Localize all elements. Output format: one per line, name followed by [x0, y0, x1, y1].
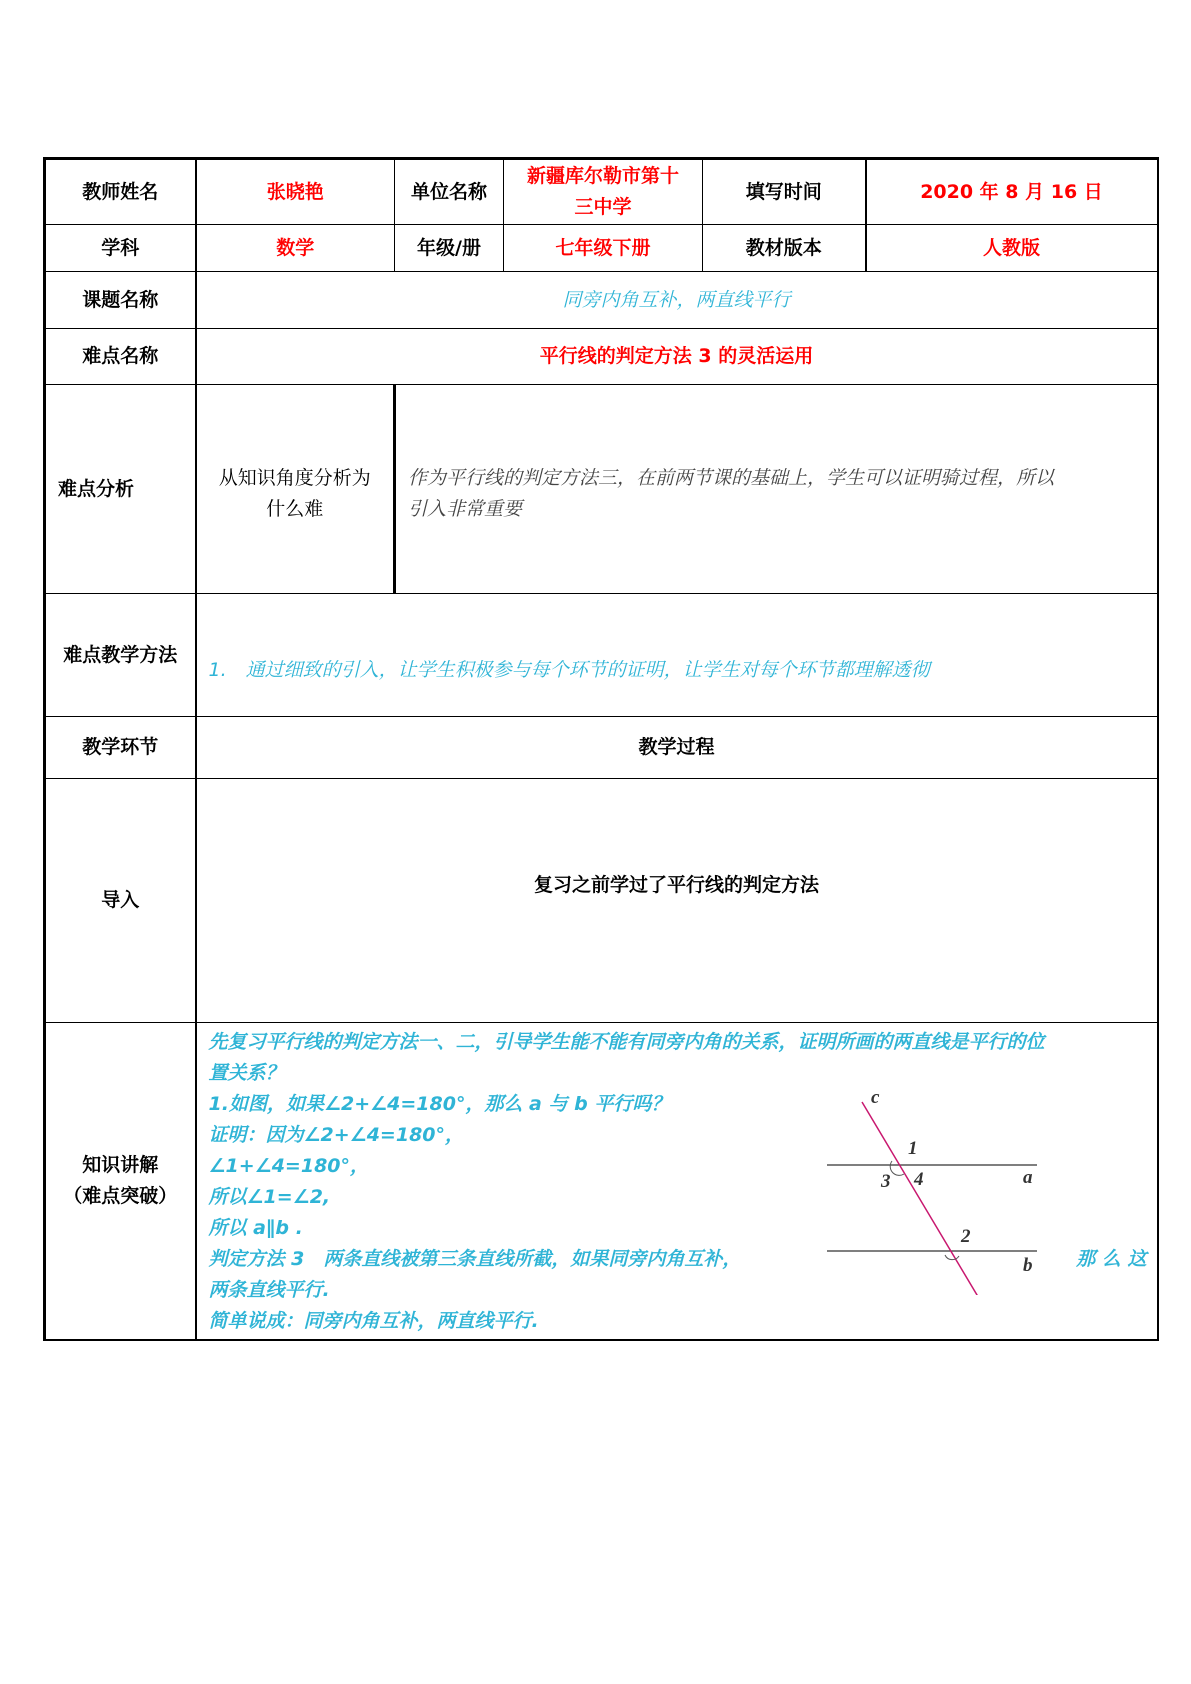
parallel-lines-figure: [825, 1075, 1085, 1295]
analysis-content: [395, 385, 1158, 594]
label-2: 2: [960, 1226, 970, 1247]
teacher-label: 教师姓名: [45, 159, 196, 225]
knowledge-line-7: 所以 a∥b .: [208, 1217, 303, 1239]
process-stage-label: 教学环节: [45, 717, 196, 779]
topic-row: [45, 272, 1158, 329]
analysis-row: [45, 385, 1158, 594]
label-b: b: [1022, 1255, 1032, 1276]
method-row: [45, 594, 1158, 717]
label-3: 3: [880, 1171, 890, 1192]
knowledge-line-1: 先复习平行线的判定方法一、二，引导学生能不能有同旁内角的关系，证明所画的两直线是平行的位: [208, 1031, 1045, 1053]
header-row-2: [45, 225, 1158, 272]
label-1: 1: [907, 1138, 917, 1159]
knowledge-line-10: 简单说成：同旁内角互补，两直线平行.: [208, 1310, 539, 1332]
method-label: 难点教学方法: [45, 594, 196, 717]
header-row-1: [45, 159, 1158, 225]
process-header-row: [45, 717, 1158, 779]
edition-value: 人教版: [866, 225, 1158, 272]
grade-label: 年级/册: [395, 225, 504, 272]
knowledge-row: [45, 1023, 1158, 1341]
unit-value: [504, 159, 703, 225]
intro-content: 复习之前学过了平行线的判定方法: [196, 779, 1158, 1023]
edition-label: 教材版本: [703, 225, 866, 272]
difficulty-label: 难点名称: [45, 329, 196, 385]
knowledge-label-line2: （难点突破）: [63, 1185, 178, 1207]
angle-2-arc: [945, 1255, 959, 1260]
analysis-sublabel: [196, 385, 395, 594]
intro-row: [45, 779, 1158, 1023]
intro-label: 导入: [45, 779, 196, 1023]
subject-label: 学科: [45, 225, 196, 272]
knowledge-label-line1: 知识讲解: [82, 1154, 159, 1176]
process-title: 教学过程: [196, 717, 1158, 779]
analysis-content-line1: 作为平行线的判定方法三，在前两节课的基础上，学生可以证明骑过程，所以: [408, 467, 1055, 489]
knowledge-line-9: 两条直线平行.: [208, 1279, 330, 1301]
analysis-content-line2: 引入非常重要: [408, 498, 523, 520]
analysis-label: 难点分析: [45, 385, 196, 594]
analysis-sublabel-line2: 什么难: [266, 498, 324, 520]
knowledge-content: [196, 1023, 1158, 1341]
unit-label: 单位名称: [395, 159, 504, 225]
knowledge-line-3: 1.如图，如果∠2+∠4=180°，那么 a 与 b 平行吗？: [208, 1093, 671, 1115]
teacher-value: 张晓艳: [196, 159, 395, 225]
date-value: 2020 年 8 月 16 日: [866, 159, 1158, 225]
knowledge-line-8-right: 那 么 这: [1076, 1248, 1147, 1270]
difficulty-row: [45, 329, 1158, 385]
transversal-c: [862, 1102, 980, 1295]
grade-value: 七年级下册: [504, 225, 703, 272]
date-label: 填写时间: [703, 159, 866, 225]
knowledge-line-8-left: 判定方法 3 两条直线被第三条直线所截，如果同旁内角互补，: [208, 1248, 742, 1270]
knowledge-line-5: ∠1+∠4=180°，: [208, 1155, 370, 1177]
knowledge-line-2: 置关系？: [208, 1062, 285, 1084]
topic-value: 同旁内角互补，两直线平行: [196, 272, 1158, 329]
method-item: 1. 通过细致的引入，让学生积极参与每个环节的证明，让学生对每个环节都理解透彻: [196, 594, 1158, 717]
unit-value-line2: 三中学: [574, 196, 632, 218]
unit-value-line1: 新疆库尔勒市第十: [526, 165, 679, 187]
knowledge-line-6: 所以∠1=∠2,: [208, 1186, 331, 1208]
subject-value: 数学: [196, 225, 395, 272]
lesson-plan-table: [43, 157, 1159, 1341]
topic-label: 课题名称: [45, 272, 196, 329]
label-4: 4: [913, 1169, 923, 1190]
analysis-sublabel-line1: 从知识角度分析为: [218, 467, 371, 489]
difficulty-value: 平行线的判定方法 3 的灵活运用: [196, 329, 1158, 385]
label-c: c: [870, 1087, 879, 1108]
knowledge-line-4: 证明：因为∠2+∠4=180°，: [208, 1124, 465, 1146]
knowledge-label: [45, 1023, 196, 1341]
label-a: a: [1022, 1167, 1032, 1188]
